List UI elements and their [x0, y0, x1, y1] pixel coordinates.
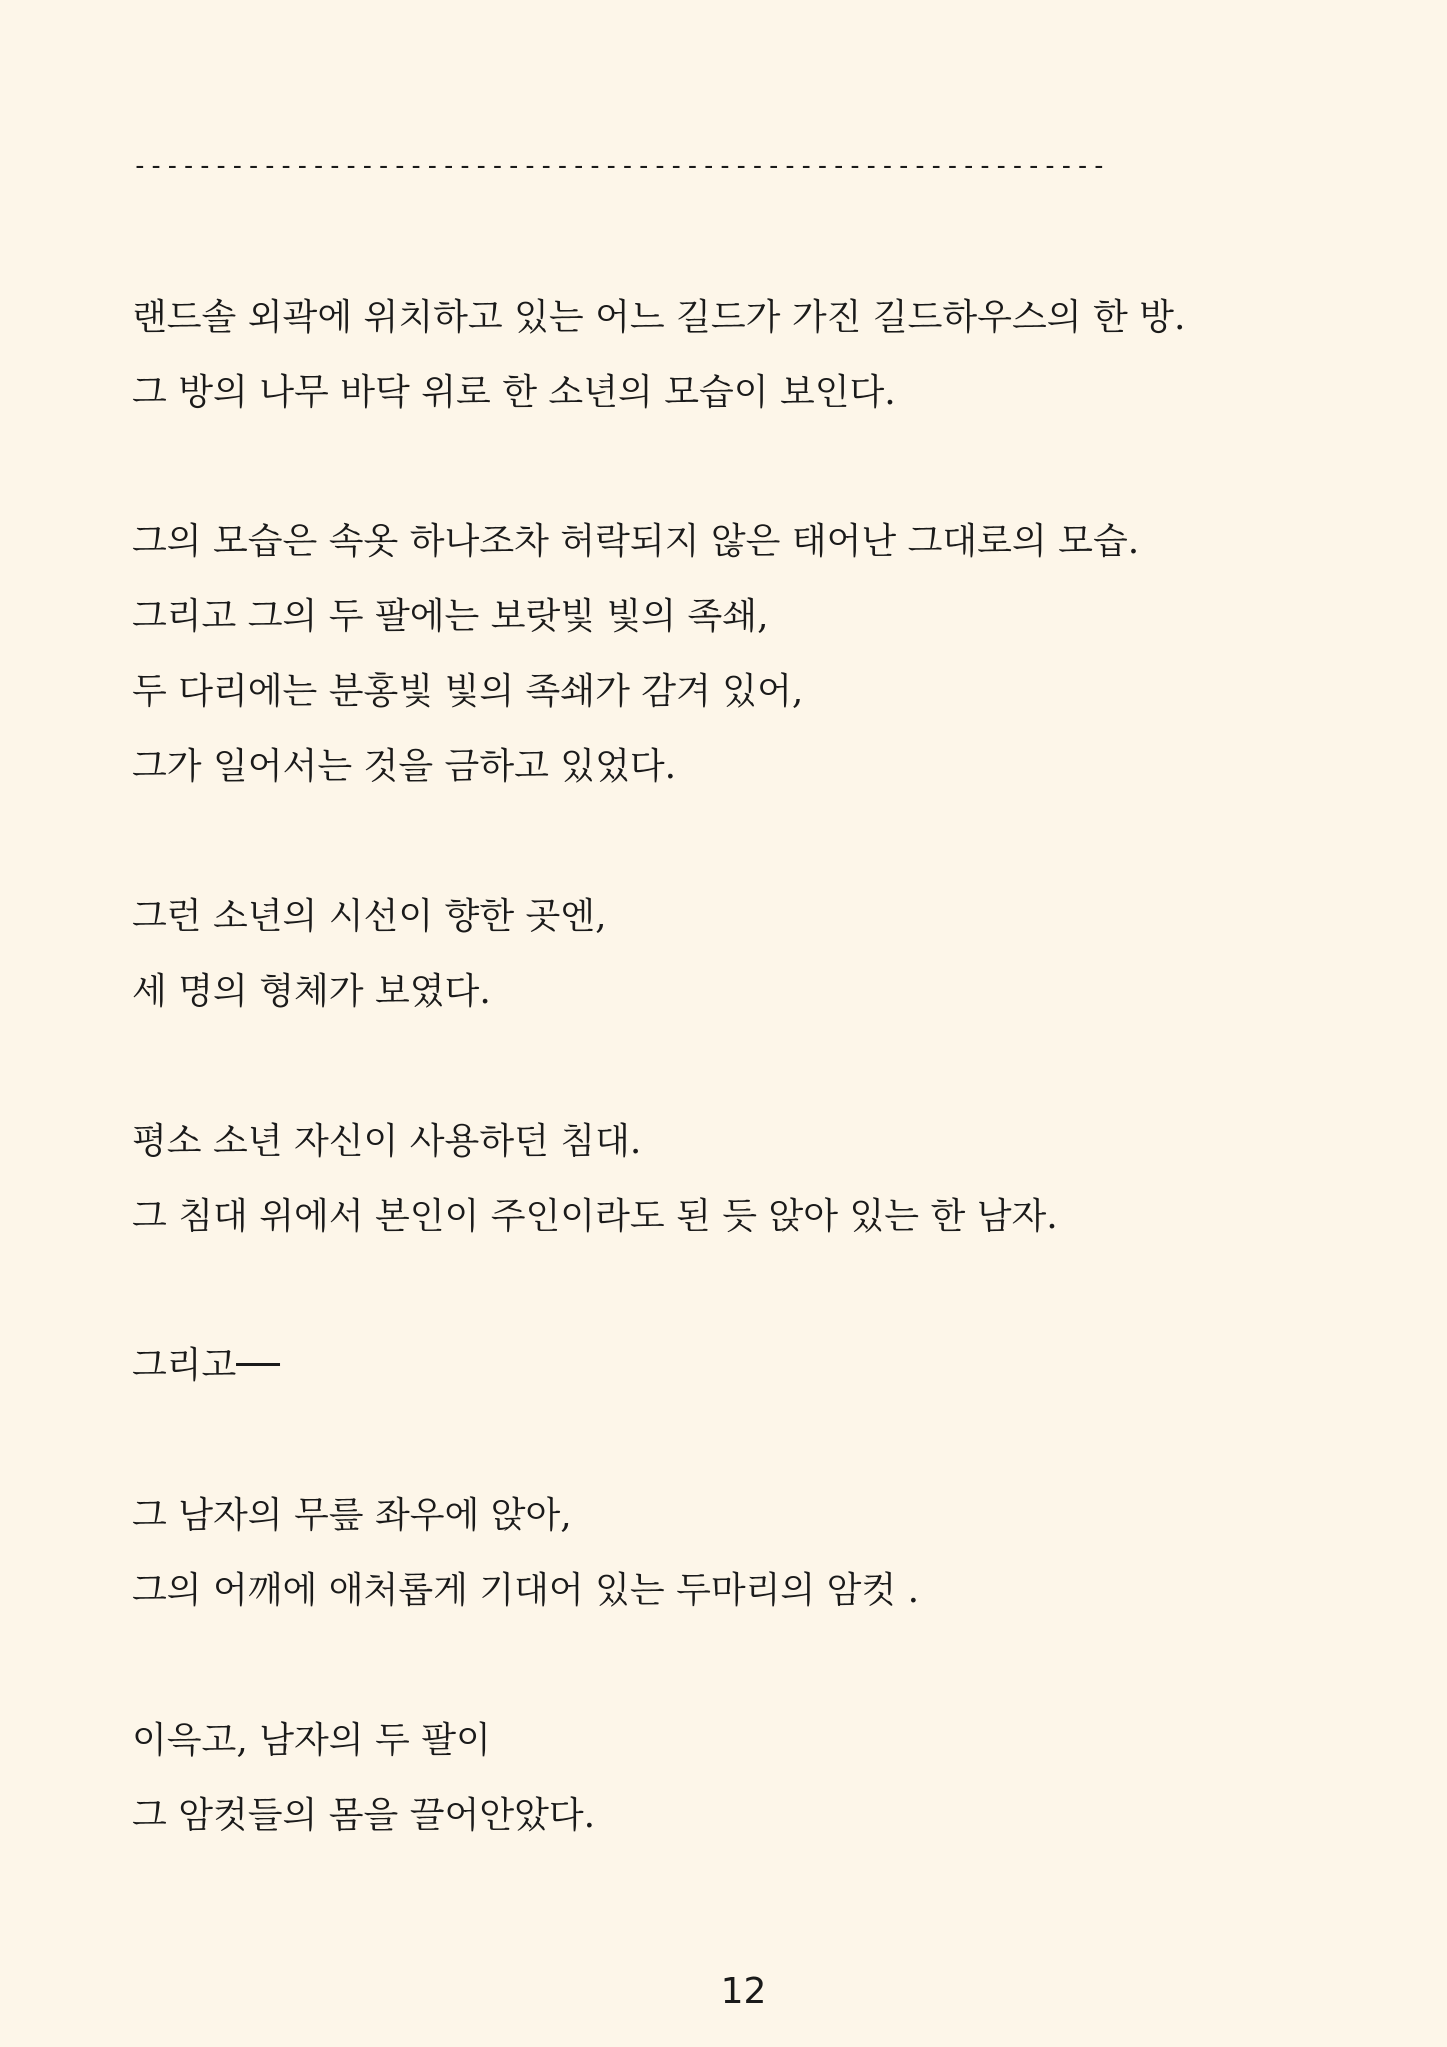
text-line-4: 그리고 그의 두 팔에는 보랏빛 빛의 족쇄, — [132, 596, 769, 637]
text-line-1: 랜드솔 외곽에 위치하고 있는 어느 길드가 가진 길드하우스의 한 방. — [132, 297, 1186, 338]
text-line-15: 그 암컷들의 몸을 끌어안았다. — [132, 1795, 596, 1836]
text-line-11: 그리고── — [132, 1345, 280, 1386]
text-line-9: 평소 소년 자신이 사용하던 침대. — [132, 1121, 642, 1162]
separator-line: ------------------------------------------------------------ — [132, 151, 1108, 181]
text-line-5: 두 다리에는 분홍빛 빛의 족쇄가 감겨 있어, — [132, 671, 804, 712]
text-line-8: 세 명의 형체가 보였다. — [132, 971, 491, 1012]
text-line-12: 그 남자의 무릎 좌우에 앉아, — [132, 1495, 572, 1536]
page-number: 12 — [720, 1971, 767, 2012]
text-line-2: 그 방의 나무 바닥 위로 한 소년의 모습이 보인다. — [132, 372, 896, 413]
text-line-10: 그 침대 위에서 본인이 주인이라도 된 듯 앉아 있는 한 남자. — [132, 1196, 1058, 1237]
text-line-13: 그의 어깨에 애처롭게 기대어 있는 두마리의 암컷 . — [132, 1570, 920, 1611]
text-line-7: 그런 소년의 시선이 향한 곳엔, — [132, 896, 607, 937]
text-line-14: 이윽고, 남자의 두 팔이 — [132, 1720, 491, 1761]
text-line-3: 그의 모습은 속옷 하나조차 허락되지 않은 태어난 그대로의 모습. — [132, 521, 1140, 562]
text-line-6: 그가 일어서는 것을 금하고 있었다. — [132, 746, 677, 787]
